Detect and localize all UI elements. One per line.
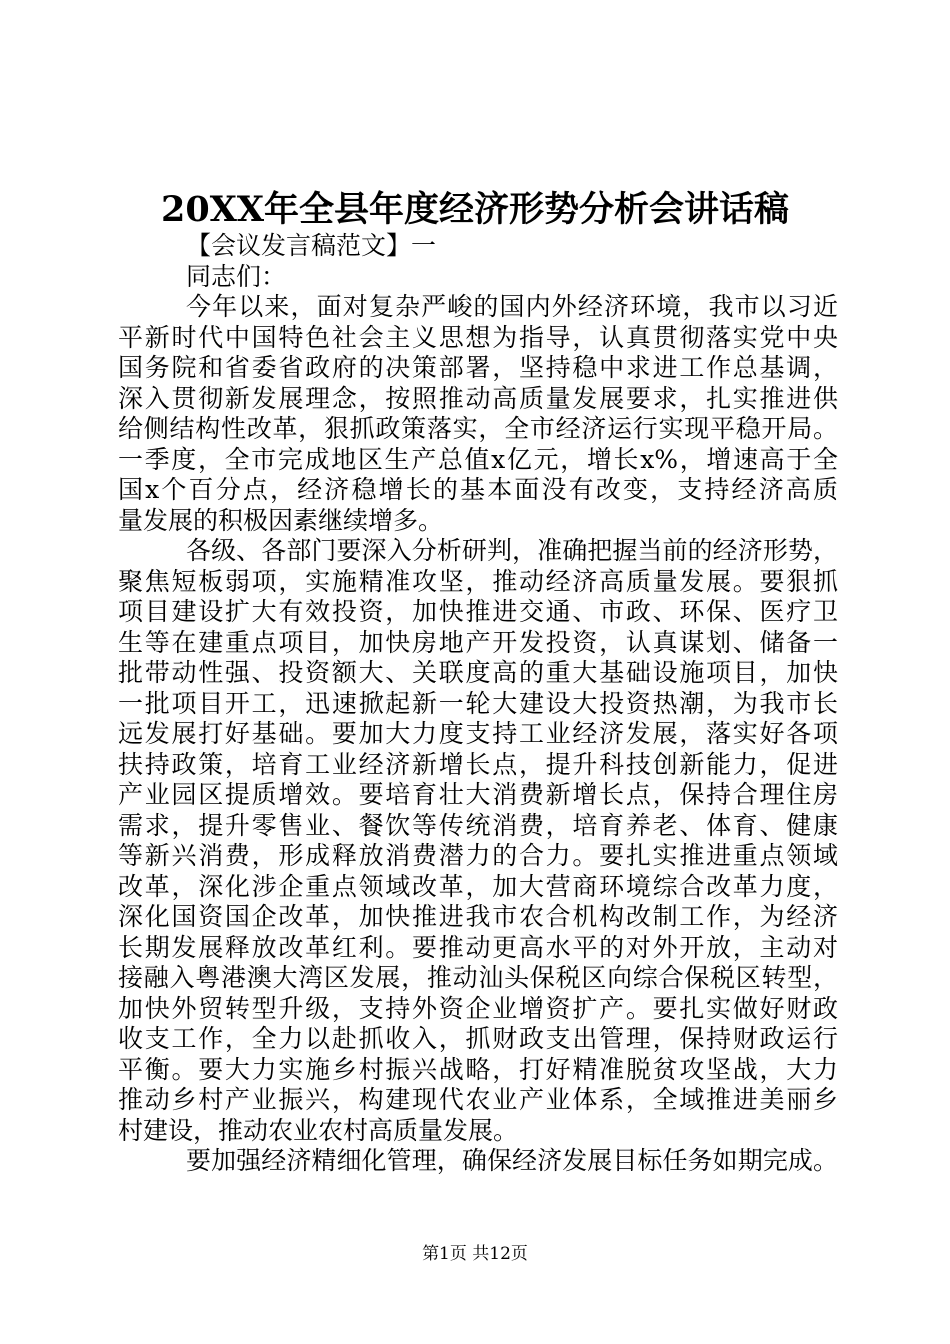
page-footer: 第1页 共12页: [422, 1244, 528, 1264]
document-title: 20XX年全县年度经济形势分析会讲话稿: [160, 189, 790, 230]
text-line: 批带动性强、投资额大、关联度高的重大基础设施项目，加快: [118, 658, 838, 687]
text-line: 等新兴消费，形成释放消费潜力的合力。要扎实推进重点领域: [118, 841, 838, 870]
text-line: 远发展打好基础。要加大力度支持工业经济发展，落实好各项: [118, 719, 838, 748]
text-line: 扶持政策，培育工业经济新增长点，提升科技创新能力，促进: [118, 749, 838, 779]
text-line: 一批项目开工，迅速掀起新一轮大建设大投资热潮，为我市长: [118, 688, 838, 718]
text-line: 接融入粤港澳大湾区发展，推动汕头保税区向综合保税区转型，: [118, 963, 838, 992]
text-line: 要加强经济精细化管理，确保经济发展目标任务如期完成。: [186, 1146, 838, 1175]
text-line: 今年以来，面对复杂严峻的国内外经济环境，我市以习近: [186, 292, 838, 321]
text-line: 长期发展释放改革红利。要推动更高水平的对外开放，主动对: [118, 932, 838, 962]
text-line: 国x个百分点，经济稳增长的基本面没有改变，支持经济高质: [118, 475, 838, 504]
text-line: 国务院和省委省政府的决策部署，坚持稳中求进工作总基调，: [118, 353, 838, 382]
text-line: 深化国资国企改革，加快推进我市农合机构改制工作，为经济: [118, 902, 838, 931]
text-line: 同志们：: [186, 261, 287, 291]
text-line: 项目建设扩大有效投资，加快推进交通、市政、环保、医疗卫: [118, 597, 838, 626]
text-line: 深入贯彻新发展理念，按照推动高质量发展要求，扎实推进供: [118, 383, 838, 413]
text-line: 村建设，推动农业农村高质量发展。: [118, 1115, 519, 1145]
text-line: 各级、各部门要深入分析研判，准确把握当前的经济形势，: [186, 536, 838, 565]
text-line: 生等在建重点项目，加快房地产开发投资，认真谋划、储备一: [118, 627, 838, 657]
text-line: 加快外贸转型升级，支持外资企业增资扩产。要扎实做好财政: [118, 993, 838, 1023]
text-line: 平新时代中国特色社会主义思想为指导，认真贯彻落实党中央: [118, 322, 838, 352]
text-line: 产业园区提质增效。要培育壮大消费新增长点，保持合理住房: [118, 780, 838, 809]
text-line: 给侧结构性改革，狠抓政策落实，全市经济运行实现平稳开局。: [118, 414, 838, 443]
text-line: 聚焦短板弱项，实施精准攻坚，推动经济高质量发展。要狠抓: [118, 566, 838, 596]
text-line: 收支工作，全力以赴抓收入，抓财政支出管理，保持财政运行: [118, 1024, 838, 1053]
document-body: [118, 231, 838, 1177]
text-line: 平衡。要大力实施乡村振兴战略，打好精准脱贫攻坚战，大力: [118, 1054, 838, 1084]
text-line: 一季度，全市完成地区生产总值x亿元，增长x%，增速高于全: [118, 444, 838, 474]
text-line: 【会议发言稿范文】一: [186, 231, 437, 260]
text-line: 需求，提升零售业、餐饮等传统消费，培育养老、体育、健康: [118, 810, 838, 840]
text-line: 改革，深化涉企重点领域改革，加大营商环境综合改革力度，: [118, 871, 838, 901]
text-line: 推动乡村产业振兴，构建现代农业产业体系，全域推进美丽乡: [118, 1085, 838, 1114]
text-line: 量发展的积极因素继续增多。: [118, 505, 444, 535]
